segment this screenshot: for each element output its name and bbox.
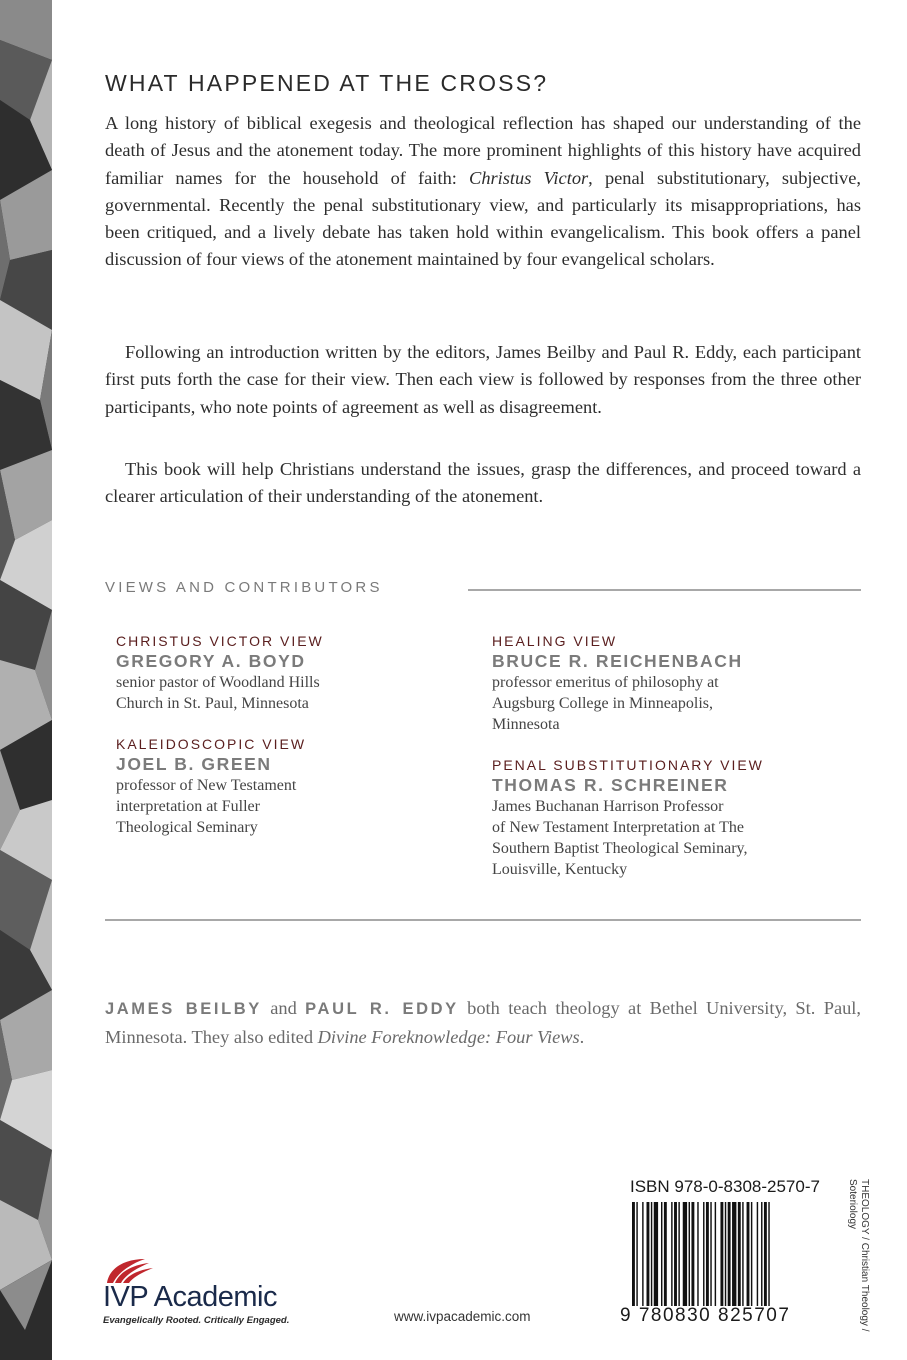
barcode-bar [715, 1202, 716, 1306]
barcode-bar [647, 1202, 650, 1306]
view-label: PENAL SUBSTITUTIONARY VIEW [492, 757, 764, 773]
editor-name: PAUL R. EDDY [305, 1000, 459, 1018]
contributor-desc-line: James Buchanan Harrison Professor [492, 798, 724, 815]
barcode-bar [683, 1202, 687, 1306]
contributor-desc-line: professor of New Testament [116, 777, 297, 794]
contributor-name: JOEL B. GREEN [116, 754, 272, 774]
barcode-bar [674, 1202, 677, 1306]
barcode [632, 1202, 828, 1306]
isbn-label: ISBN 978-0-8308-2570-7 [630, 1177, 820, 1196]
divider-line [468, 589, 861, 591]
barcode-bar [747, 1202, 750, 1306]
contributor-desc-line: Theological Seminary [116, 819, 258, 836]
barcode-bar [720, 1202, 723, 1306]
barcode-bar [728, 1202, 731, 1306]
barcode-bar [742, 1202, 743, 1306]
bio-text: and [261, 998, 306, 1018]
barcode-bar [697, 1202, 698, 1306]
barcode-bar [764, 1202, 767, 1306]
book-title: Divine Foreknowledge: Four Views [317, 1027, 580, 1047]
contributor-desc-line: Louisville, Kentucky [492, 861, 628, 878]
barcode-bar [664, 1202, 667, 1306]
barcode-bar [632, 1202, 635, 1306]
barcode-bar [768, 1202, 769, 1306]
barcode-bar [661, 1202, 662, 1306]
geometric-side-pattern [0, 0, 52, 1360]
bio-text: both teach theology at Bethel University, St. Paul, Minnesota. They also edited [105, 998, 862, 1047]
publisher-tagline: Evangelically Rooted. Critically Engaged. [103, 1315, 290, 1326]
contributor-block [116, 633, 476, 714]
description-paragraph-3: This book will help Christians understand the issues, grasp the differences, and proceed toward a clearer articulation of their understanding of the atonement. [105, 459, 861, 507]
contributor-block [492, 633, 852, 735]
barcode-bar [757, 1202, 758, 1306]
barcode-bar [642, 1202, 643, 1306]
barcode-bar [738, 1202, 741, 1306]
description-paragraph-2: Following an introduction written by the editors, James Beilby and Paul R. Eddy, each participant first puts forth the case for their view. Then each view is followed by responses from the three other participants, who note points of agreement as well as disagreement. [105, 342, 861, 417]
editor-name: JAMES BEILBY [105, 1000, 262, 1018]
category-line: THEOLOGY / Christian Theology / [859, 1179, 870, 1332]
category-line: Soteriology [847, 1179, 858, 1230]
barcode-bar [671, 1202, 672, 1306]
barcode-bar [706, 1202, 709, 1306]
section-label-views: VIEWS AND CONTRIBUTORS [105, 579, 383, 596]
contributor-desc-line: interpretation at Fuller [116, 798, 260, 815]
barcode-bar [761, 1202, 762, 1306]
category-label [846, 1179, 870, 1331]
barcode-bar [710, 1202, 711, 1306]
barcode-bar [678, 1202, 679, 1306]
barcode-bar [732, 1202, 736, 1306]
page-title: WHAT HAPPENED AT THE CROSS? [105, 70, 549, 96]
paragraph-text: A long history of biblical exegesis and theological reflection has shaped our understanding of the death of Jesus and the atonement today. The more prominent highlights of this history have acquired familiar names for the household of faith: [105, 113, 861, 188]
view-label: KALEIDOSCOPIC VIEW [116, 736, 307, 752]
barcode-bar [654, 1202, 658, 1306]
barcode-digits: 9 780830 825707 [620, 1305, 791, 1326]
contributor-desc-line: senior pastor of Woodland Hills [116, 674, 320, 691]
contributor-desc-line: Minnesota [492, 716, 560, 733]
contributor-name: BRUCE R. REICHENBACH [492, 651, 743, 671]
publisher-url: www.ivpacademic.com [394, 1309, 531, 1324]
contributor-block [116, 736, 476, 838]
bio-text: . [579, 1027, 585, 1047]
contributor-name: THOMAS R. SCHREINER [492, 775, 729, 795]
barcode-bar [651, 1202, 652, 1306]
editors-bio [105, 994, 861, 1051]
view-label: CHRISTUS VICTOR VIEW [116, 633, 324, 649]
description-paragraph-1 [105, 110, 861, 274]
barcode-bar [636, 1202, 637, 1306]
contributor-desc-line: Southern Baptist Theological Seminary, [492, 840, 748, 857]
contributor-desc-line: Church in St. Paul, Minnesota [116, 695, 309, 712]
barcode-bar [689, 1202, 690, 1306]
divider-line [105, 919, 861, 921]
contributor-desc-line: professor emeritus of philosophy at [492, 674, 719, 691]
barcode-bar [725, 1202, 726, 1306]
contributor-name: GREGORY A. BOYD [116, 651, 306, 671]
publisher-name: IVP Academic [103, 1281, 278, 1313]
barcode-bar [691, 1202, 694, 1306]
contributor-block [492, 757, 852, 880]
barcode-bar [703, 1202, 704, 1306]
contributor-desc-line: of New Testament Interpretation at The [492, 819, 744, 836]
publisher-logo [103, 1255, 303, 1330]
barcode-bar [751, 1202, 752, 1306]
italic-term: Christus Victor [469, 167, 589, 188]
view-label: HEALING VIEW [492, 633, 618, 649]
contributor-desc-line: Augsburg College in Minneapolis, [492, 695, 714, 712]
paragraph-text: , penal substitutionary, subjective, governmental. Recently the penal substitutionary view, and particularly its misappropriations, has been critiqued, and a lively debate has taken hold within evangelicalism. This book offers a panel discussion of four views of the atonement maintained by four evangelical scholars. [105, 167, 861, 270]
